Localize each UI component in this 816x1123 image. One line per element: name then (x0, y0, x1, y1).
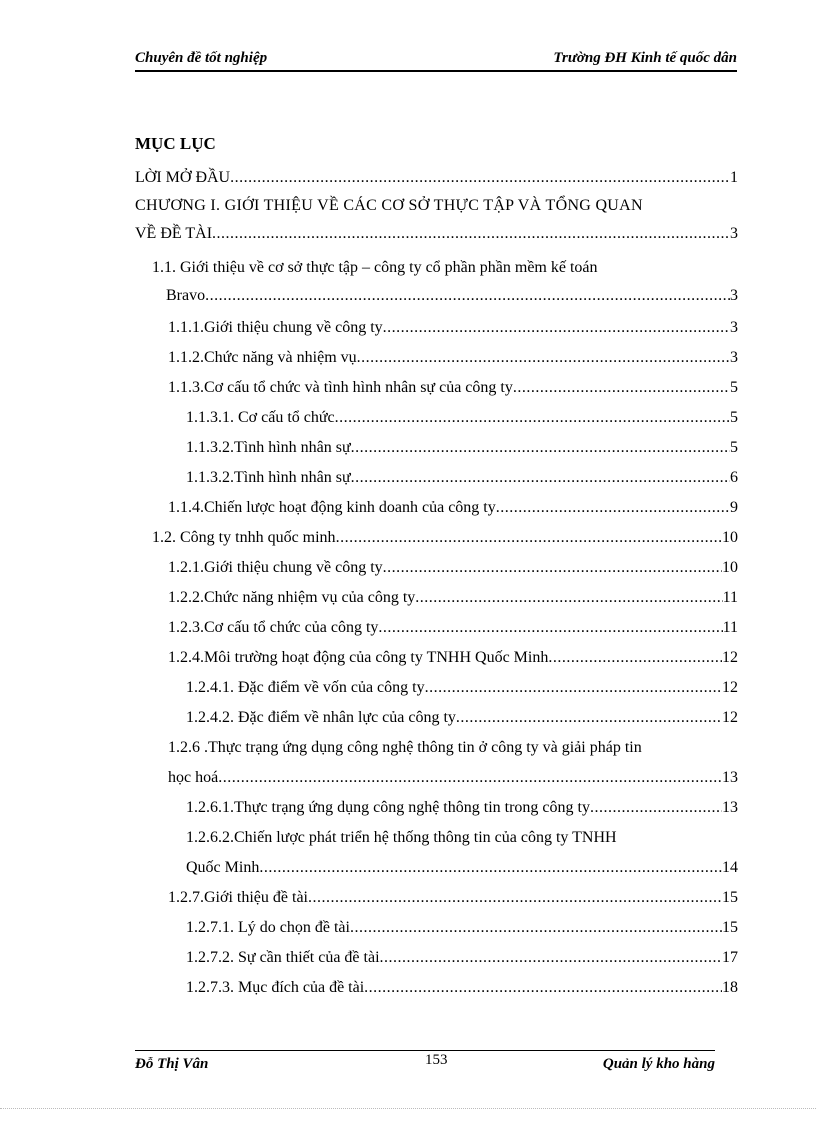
toc-entry[interactable] (168, 318, 738, 338)
toc-entry-page: 5 (730, 439, 738, 456)
toc-entry[interactable] (186, 438, 738, 458)
toc-entry-page: 17 (722, 949, 738, 966)
footer-author: Đỗ Thị Vân (135, 1056, 209, 1072)
toc-entry-text: VỀ ĐỀ TÀI (135, 225, 213, 242)
toc-entry[interactable] (135, 168, 738, 188)
toc-entry-text: 1.2.7.1. Lý do chọn đề tài (186, 919, 350, 936)
page-edge-divider (0, 1108, 816, 1109)
page-number: 153 (425, 1052, 448, 1068)
toc-entry-text: 1.2.6.1.Thực trạng ứng dụng công nghệ thông tin trong công ty (186, 799, 590, 816)
toc-entry[interactable] (168, 498, 738, 518)
toc-entry[interactable] (186, 798, 738, 818)
toc-entry[interactable] (186, 468, 738, 488)
toc-entry[interactable] (186, 828, 738, 878)
toc-entry[interactable] (168, 588, 738, 608)
toc-entry-text: 1.2.4.Môi trường hoạt động của công ty TNHH Quốc Minh (168, 649, 549, 666)
toc-entry-text: 1.1.1.Giới thiệu chung về công ty (168, 319, 383, 336)
toc-entry-text: Quốc Minh (186, 859, 260, 876)
toc-entry-page: 1 (730, 169, 738, 186)
toc-entry-text: 1.1.2.Chức năng và nhiệm vụ (168, 349, 357, 366)
toc-entry-text: học hoá (168, 769, 219, 786)
toc-entry-text-line1: CHƯƠNG I. GIỚI THIỆU VỀ CÁC CƠ SỞ THỰC TẬP VÀ TỔNG QUAN (135, 197, 643, 214)
page-footer (135, 1050, 715, 1080)
toc-entry-text: 1.1.4.Chiến lược hoạt động kinh doanh của công ty (168, 499, 496, 516)
page-header (135, 48, 737, 72)
toc-entry-page: 11 (722, 589, 738, 606)
toc-entry-text: 1.1.3.1. Cơ cấu tổ chức (186, 409, 335, 426)
toc-entry-page: 3 (730, 349, 738, 366)
toc-entry-page: 3 (730, 225, 738, 242)
toc-entry-text: 1.1.3.Cơ cấu tổ chức và tình hình nhân sự của công ty (168, 379, 513, 396)
toc-entry[interactable] (168, 348, 738, 368)
toc-entry-page: 15 (722, 919, 738, 936)
toc-entry-page: 15 (722, 889, 738, 906)
toc-entry-page: 14 (722, 859, 738, 876)
toc-entry[interactable] (152, 528, 738, 548)
toc-entry-text: 1.2.7.3. Mục đích của đề tài (186, 979, 365, 996)
toc-entry-text: 1.2.2.Chức năng nhiệm vụ của công ty (168, 589, 416, 606)
toc-entry[interactable] (135, 258, 738, 306)
toc-entry[interactable] (186, 978, 738, 998)
header-left: Chuyên đề tốt nghiệp (135, 50, 268, 66)
toc-entry[interactable] (168, 558, 738, 578)
toc-entry-text: LỜI MỞ ĐẦU (135, 169, 231, 186)
toc-entry-text: 1.2. Công ty tnhh quốc minh (152, 529, 336, 546)
toc-entry[interactable] (186, 948, 738, 968)
toc-entry-page: 13 (722, 769, 738, 786)
toc-entry-page: 12 (722, 649, 738, 666)
toc-entry-page: 13 (722, 799, 738, 816)
header-right: Trường ĐH Kinh tế quốc dân (553, 50, 737, 66)
toc-entry[interactable] (168, 738, 738, 788)
toc-title: MỤC LỤC (135, 134, 216, 153)
toc-entry[interactable] (186, 408, 738, 428)
toc-entry-page: 10 (722, 559, 738, 576)
footer-topic: Quản lý kho hàng (602, 1056, 715, 1072)
toc-entry[interactable] (186, 678, 738, 698)
toc-entry-page: 12 (722, 679, 738, 696)
footer-rule (135, 1050, 715, 1051)
toc-entry-page: 6 (730, 469, 738, 486)
toc-entry-text-line1: 1.2.6 .Thực trạng ứng dụng công nghệ thông tin ở công ty và giải pháp tin (168, 739, 642, 756)
toc-entry-text: 1.2.4.2. Đặc điểm về nhân lực của công ty (186, 709, 456, 726)
toc-entry-page: 3 (730, 319, 738, 336)
toc-entry[interactable] (186, 918, 738, 938)
toc-entry-page: 3 (730, 287, 738, 304)
toc-entry-text: 1.2.7.2. Sự cần thiết của đề tài (186, 949, 380, 966)
toc-entry[interactable] (168, 618, 738, 638)
toc-entry-text-line1: 1.2.6.2.Chiến lược phát triển hệ thống thông tin của công ty TNHH (186, 829, 617, 846)
toc-entry-text: 1.2.7.Giới thiệu đề tài (168, 889, 308, 906)
toc-entry-text: 1.2.4.1. Đặc điểm về vốn của công ty (186, 679, 425, 696)
toc-entry-text: 1.1.3.2.Tình hình nhân sự (186, 469, 351, 486)
toc-entry-page: 12 (722, 709, 738, 726)
toc-entry-text: 1.2.3.Cơ cấu tổ chức của công ty (168, 619, 379, 636)
toc-entry-page: 18 (722, 979, 738, 996)
toc-entry-page: 5 (730, 409, 738, 426)
toc-entry-page: 10 (722, 529, 738, 546)
toc-entry[interactable] (135, 196, 738, 244)
toc-entry[interactable] (168, 648, 738, 668)
toc-entry-page: 9 (730, 499, 738, 516)
toc-entry-text: 1.2.1.Giới thiệu chung về công ty (168, 559, 383, 576)
header-rule (135, 70, 737, 72)
toc-entry-text-line1: 1.1. Giới thiệu về cơ sở thực tập – công ty cổ phần phần mềm kế toán (152, 259, 598, 276)
toc-entry[interactable] (168, 888, 738, 908)
toc-entry-page: 11 (722, 619, 738, 636)
toc-entry[interactable] (168, 378, 738, 398)
toc-entry-text: 1.1.3.2.Tình hình nhân sự (186, 439, 351, 456)
toc-entry-text: Bravo (166, 287, 206, 304)
toc-entry[interactable] (186, 708, 738, 728)
toc-entry-page: 5 (730, 379, 738, 396)
